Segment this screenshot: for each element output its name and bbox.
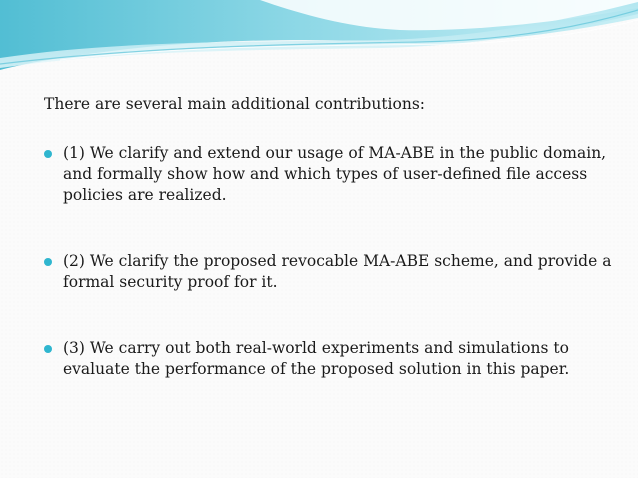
list-item — [44, 143, 614, 206]
bullet-icon — [44, 258, 52, 266]
bullet-text: (3) We carry out both real-world experiments and simulations to evaluate the performance of the proposed solution in this paper. — [63, 339, 570, 378]
slide-content — [44, 94, 614, 380]
header-wave-decoration — [0, 0, 638, 80]
list-item — [44, 338, 614, 380]
bullet-icon — [44, 345, 52, 353]
bullet-text: (1) We clarify and extend our usage of MA-ABE in the public domain, and formally show how and which types of user-defined file access policies are realized. — [63, 144, 607, 204]
contributions-list — [44, 143, 614, 380]
bullet-text: (2) We clarify the proposed revocable MA-ABE scheme, and provide a formal security proof for it. — [63, 252, 612, 291]
intro-text: There are several main additional contributions: — [44, 95, 425, 113]
bullet-icon — [44, 150, 52, 158]
list-item — [44, 251, 614, 293]
